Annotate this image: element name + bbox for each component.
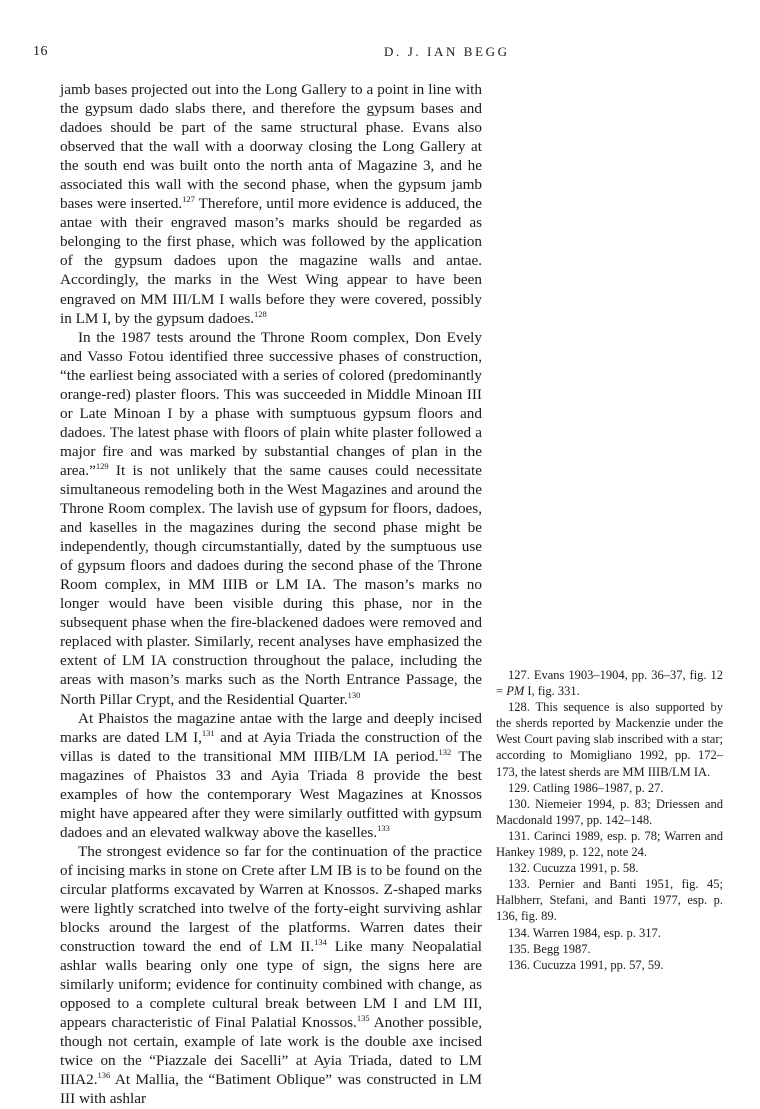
text-span: The magazines of Phaistos 33 and Ayia Triada 8 provide the best examples of how the contemporary West Magazines at Knossos might have appeared after they were similarly outfitted with gypsum dadoes and an elevated walkway above the kaselles. xyxy=(60,747,482,841)
footnote-ref: 130 xyxy=(347,689,361,700)
text-span: At Mallia, the “Batiment Oblique” was constructed in LM III with ashlar xyxy=(60,1071,482,1108)
footnote-text: 129. Catling 1986–1987, p. 27. xyxy=(508,780,664,795)
text-span: jamb bases projected out into the Long Gallery to a point in line with the gypsum dado slabs there, and therefore the gypsum bases and dadoes should be part of the same structural phase. Evans also observed that the wall with a doorway closing the Long Gallery at the south end was built onto the north anta of Magazine 3, and he associated this wall with the second phase, when the gypsum jamb bases were inserted. xyxy=(60,81,482,213)
text-span: Another possible, though not certain, example of late work is the double axe incised twice on the “Piazzale dei Sacelli” at Ayia Triada, dated to LM IIIA2. xyxy=(60,1014,482,1089)
text-span: It is not unlikely that the same causes could necessitate simultaneous remodeling both in the West Magazines and around the Throne Room complex. The lavish use of gypsum for floors, dadoes, and kaselles in the magazines during the second phase might be independently, though circumstantially, dated by the sumptuous use of gypsum floors and dadoes during the second phase of the Throne Room complex, in MM IIIB or LM IA. The mason’s marks no longer would have been visible during this phase, nor in the subsequent phase when the fire-blackened dadoes were removed and replaced with plaster. Similarly, recent analyses have emphasized the extent of LM IA construction throughout the palace, including the areas with mason’s marks such as the North Entrance Passage, the North Pillar Crypt, and the Residential Quarter. xyxy=(60,461,482,708)
footnote-ref: 136 xyxy=(97,1070,111,1081)
footnote-ref: 132 xyxy=(438,746,452,757)
paragraph xyxy=(60,328,482,709)
footnote-italic: PM xyxy=(506,684,525,699)
footnote-ref: 131 xyxy=(201,727,215,738)
footnote-text: 135. Begg 1987. xyxy=(508,941,591,956)
main-text xyxy=(60,80,482,1109)
footnote-text: 136. Cucuzza 1991, pp. 57, 59. xyxy=(508,957,664,972)
footnote-ref: 127 xyxy=(182,194,195,205)
footnote xyxy=(496,957,723,973)
footnote-text: 131. Carinci 1989, esp. p. 78; Warren and Hankey 1989, p. 122, note 24. xyxy=(496,828,723,860)
text-span: Like many Neopalatial ashlar walls bearing only one type of sign, the signs here are similarly uniform; evidence for continuity combined with change, as opposed to a complete cultural break between LM I and LM III, appears characteristic of Final Palatial Knossos. xyxy=(60,938,482,1032)
footnote xyxy=(496,699,723,779)
text-span: and at Ayia Triada the construction of the villas is dated to the transitional MM IIIB/LM IA period. xyxy=(60,728,482,765)
footnote-text: 132. Cucuzza 1991, p. 58. xyxy=(508,861,639,876)
footnote-text: 134. Warren 1984, esp. p. 317. xyxy=(508,925,661,940)
footnote-text: 128. This sequence is also supported by the sherds reported by Mackenzie under the West Court paving slab inscribed with a star; according to Momigliano 1992, pp. 172–173, the latest sherds are MM IIIB/LM IA. xyxy=(496,700,723,779)
page-number: 16 xyxy=(33,44,48,59)
footnote-ref: 133 xyxy=(377,822,390,833)
footnote xyxy=(496,828,723,860)
footnote xyxy=(496,860,723,876)
footnote xyxy=(496,780,723,796)
text-span: The strongest evidence so far for the continuation of the practice of incising marks in stone on Crete after LM IB is to be found on the circular platforms excavated by Warren at Knossos. Z-shaped marks were lightly scratched into twelve of the forty-eight surviving ashlar blocks around the largest of the platforms. Warren dates their construction toward the end of LM II. xyxy=(60,842,482,956)
footnote-ref: 135 xyxy=(356,1013,370,1024)
paragraph xyxy=(60,80,482,328)
footnote xyxy=(496,876,723,924)
footnote-ref: 129 xyxy=(95,460,109,471)
footnote xyxy=(496,941,723,957)
footnote-ref: 134 xyxy=(314,937,327,948)
footnote-text: I, fig. 331. xyxy=(524,684,580,699)
running-head: D. J. IAN BEGG xyxy=(384,44,510,59)
footnote-text: 130. Niemeier 1994, p. 83; Driessen and Macdonald 1997, pp. 142–148. xyxy=(496,796,723,827)
paragraph xyxy=(60,709,482,842)
footnote xyxy=(496,667,723,699)
footnote-ref: 128 xyxy=(254,308,267,319)
paragraph xyxy=(60,842,482,1109)
footnote xyxy=(496,796,723,828)
text-span: At Phaistos the magazine antae with the large and deeply incised marks are dated LM I, xyxy=(60,709,482,746)
footnote-text: 133. Pernier and Banti 1951, fig. 45; Halbherr, Stefani, and Banti 1977, esp. p. 136, fig. 89. xyxy=(496,877,723,924)
text-span: In the 1987 tests around the Throne Room complex, Don Evely and Vasso Fotou identified three successive phases of construction, “the earliest being associated with a series of colored (predominantly orange-red) plaster floors. This was succeeded in Middle Minoan III or Late Minoan I by a phase with sumptuous gypsum floors and dadoes. The latest phase with floors of plain white plaster followed a major fire and was marked by substantial changes of plan in the area.” xyxy=(60,328,482,479)
footnote xyxy=(496,925,723,941)
text-span: Therefore, until more evidence is adduced, the antae with their engraved mason’s marks should be regarded as belonging to the first phase, which was followed by the application of the gypsum dadoes upon the magazine walls and antae. Accordingly, the marks in the West Wing appear to have been engraved on MM III/LM I walls before they were covered, possibly in LM I, by the gypsum dadoes. xyxy=(60,195,482,327)
footnote-text: 127. Evans 1903–1904, pp. 36–37, fig. 12 = xyxy=(496,668,723,699)
footnotes xyxy=(496,667,723,973)
